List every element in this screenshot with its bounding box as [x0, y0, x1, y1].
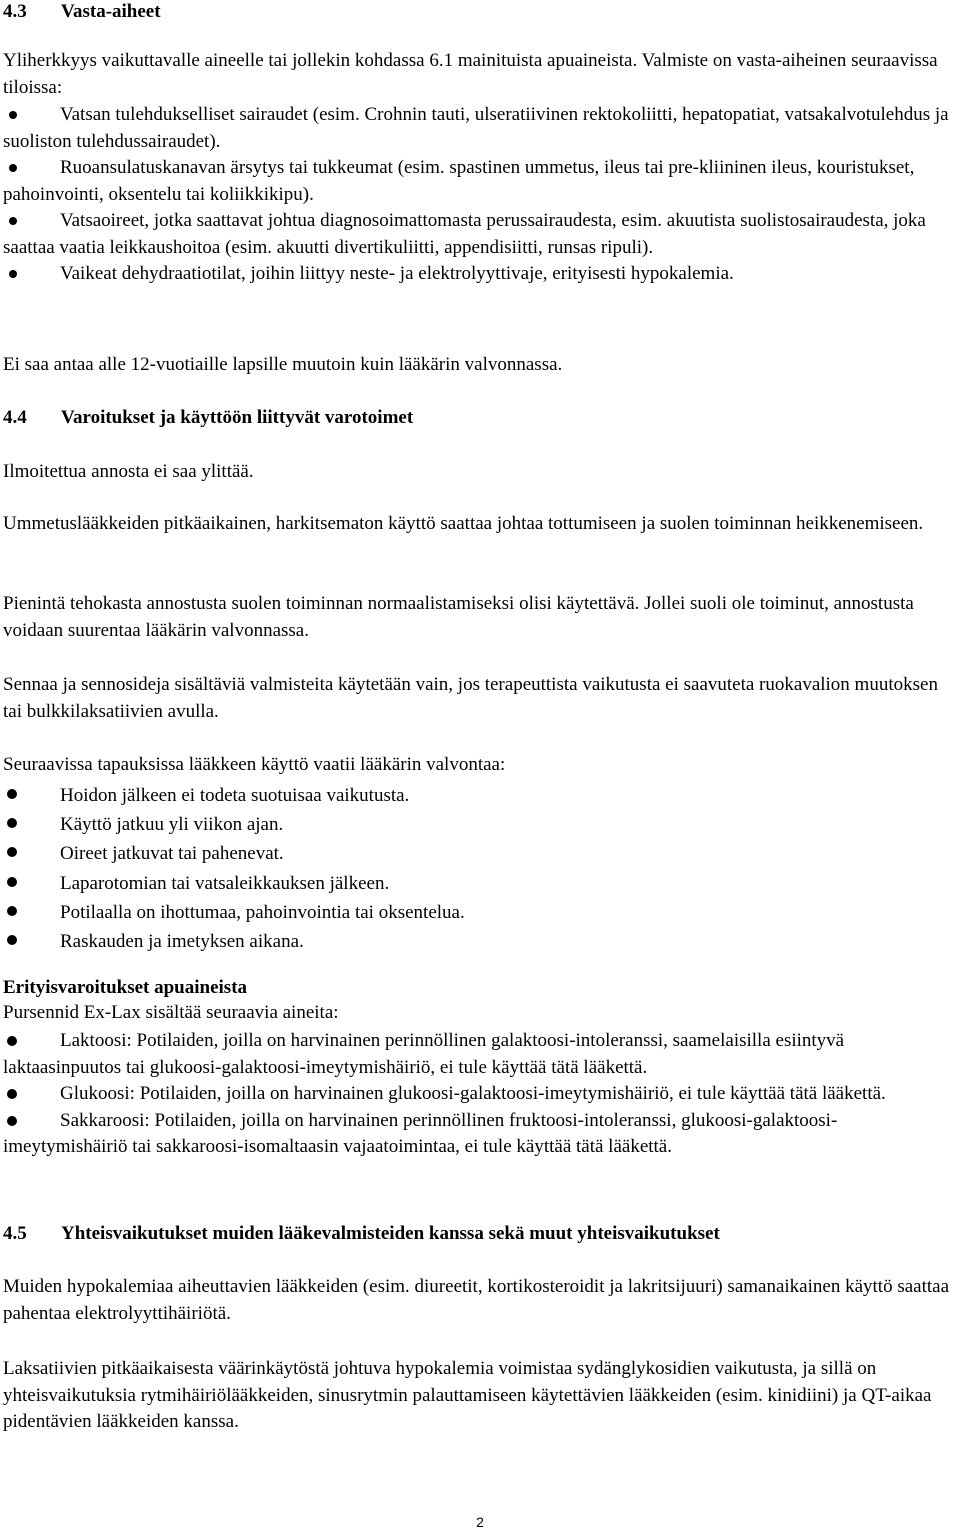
- list-item: Raskauden ja imetyksen aikana.: [3, 927, 953, 956]
- bullet-icon: [7, 1089, 17, 1099]
- children-note: Ei saa antaa alle 12-vuotiaille lapsille muutoin kuin lääkärin valvonnassa.: [3, 354, 563, 375]
- section-heading-4-4: [3, 405, 953, 432]
- bullet-icon: [7, 935, 17, 945]
- list-item: Vatsan tulehdukselliset sairaudet (esim. Crohnin tauti, ulseratiivinen rektokoliitti, hepatopatiat, vatsakalvotulehdus ja suoliston tulehdussairaudet).: [3, 104, 949, 152]
- bullet-icon: [7, 1116, 17, 1126]
- list-item: Hoidon jälkeen ei todeta suotuisaa vaikutusta.: [3, 781, 953, 810]
- bullet-icon: [9, 111, 17, 119]
- bullet-icon: [9, 164, 17, 172]
- section-title: Vasta-aiheet: [61, 1, 161, 22]
- bullet-icon: [7, 877, 17, 887]
- section-heading-4-3: [3, 0, 953, 26]
- list-item: Käyttö jatkuu yli viikon ajan.: [3, 810, 953, 839]
- list-item: Glukoosi: Potilaiden, joilla on harvinainen glukoosi-galaktoosi-imeytymishäiriö, ei tule käyttää tätä lääkettä.: [3, 1081, 953, 1108]
- paragraph: Ummetuslääkkeiden pitkäaikainen, harkitsematon käyttö saattaa johtaa tottumiseen ja suolen toiminnan heikkenemiseen.: [3, 513, 924, 534]
- bullet-icon: [7, 906, 17, 916]
- list-item: Laparotomian tai vatsaleikkauksen jälkeen.: [3, 869, 953, 898]
- section-title: Yhteisvaikutukset muiden lääkevalmisteiden kanssa sekä muut yhteisvaikutukset: [61, 1223, 720, 1244]
- section-title: Varoitukset ja käyttöön liittyvät varotoimet: [61, 407, 414, 428]
- list-item: Oireet jatkuvat tai pahenevat.: [3, 839, 953, 868]
- bullet-icon: [7, 818, 17, 828]
- bullet-icon: [9, 270, 17, 278]
- excipients-heading: Erityisvaroitukset apuaineista: [3, 977, 248, 998]
- paragraph: Muiden hypokalemiaa aiheuttavien lääkkeiden (esim. diureetit, kortikosteroidit ja lakritsijuuri) samanaikainen käyttö saattaa pahentaa elektrolyyttihäiriötä.: [3, 1276, 950, 1324]
- section-number: 4.4: [3, 407, 27, 428]
- section-number: 4.3: [3, 1, 27, 22]
- paragraph: Sennaa ja sennosideja sisältäviä valmisteita käytetään vain, jos terapeuttista vaikutusta ei saavuteta ruokavalion muutoksen tai bulkkilaksatiivien avulla.: [3, 674, 938, 722]
- supervision-list: [3, 781, 953, 956]
- list-item: Vaikeat dehydraatiotilat, joihin liittyy neste- ja elektrolyyttivaje, erityisesti hypokalemia.: [3, 261, 953, 288]
- section-number: 4.5: [3, 1223, 27, 1244]
- paragraph: Laksatiivien pitkäaikaisesta väärinkäytöstä johtuva hypokalemia voimistaa sydänglykosidien vaikutusta, ja sillä on yhteisvaikutuksia rytmihäiriölääkkeiden, sinusrytmin palauttamiseen käytettävien lääkkeiden (esim. kinidiini) ja QT-aikaa pidentävien lääkkeiden kanssa.: [3, 1358, 932, 1432]
- paragraph: Ilmoitettua annosta ei saa ylittää.: [3, 461, 254, 482]
- excipients-intro: Pursennid Ex-Lax sisältää seuraavia aineita:: [3, 1002, 339, 1023]
- contraindications-list: [3, 102, 953, 288]
- excipients-list: [3, 1028, 953, 1161]
- list-item: Potilaalla on ihottumaa, pahoinvointia tai oksentelua.: [3, 898, 953, 927]
- page-number: 2: [476, 1514, 484, 1530]
- contraindications-intro: Yliherkkyys vaikuttavalle aineelle tai jollekin kohdassa 6.1 mainituista apuaineista. Valmiste on vasta-aiheinen seuraavissa tiloissa:: [3, 50, 938, 98]
- bullet-icon: [7, 847, 17, 857]
- bullet-icon: [7, 1036, 17, 1046]
- list-item: Ruoansulatuskanavan ärsytys tai tukkeumat (esim. spastinen ummetus, ileus tai pre-kliininen ileus, kouristukset, pahoinvointi, oksentelu tai koliikkikipu).: [3, 157, 915, 205]
- bullet-icon: [9, 217, 17, 225]
- bullet-icon: [7, 789, 17, 799]
- supervision-intro: Seuraavissa tapauksissa lääkkeen käyttö vaatii lääkärin valvontaa:: [3, 754, 506, 775]
- paragraph: Pienintä tehokasta annostusta suolen toiminnan normaalistamiseksi olisi käytettävä. Jollei suoli ole toiminut, annostusta voidaan suurentaa lääkärin valvonnassa.: [3, 593, 914, 641]
- list-item: Laktoosi: Potilaiden, joilla on harvinainen perinnöllinen galaktoosi-intoleranssi, saamelaisilla esiintyvä laktaasinpuutos tai glukoosi-galaktoosi-imeytymishäiriö, ei tule käyttää tätä lääkettä.: [3, 1030, 845, 1078]
- list-item: Sakkaroosi: Potilaiden, joilla on harvinainen perinnöllinen fruktoosi-intoleranssi, glukoosi-galaktoosi-imeytymishäiriö tai sakkaroosi-isomaltaasin vajaatoimintaa, ei tule käyttää tätä lääkettä.: [3, 1109, 838, 1157]
- list-item: Vatsaoireet, jotka saattavat johtua diagnosoimattomasta perussairaudesta, esim. akuutista suolistosairaudesta, joka saattaa vaatia leikkaushoitoa (esim. akuutti divertikuliitti, appendisiitti, runsas ripuli).: [3, 210, 926, 258]
- section-heading-4-5: [3, 1221, 953, 1248]
